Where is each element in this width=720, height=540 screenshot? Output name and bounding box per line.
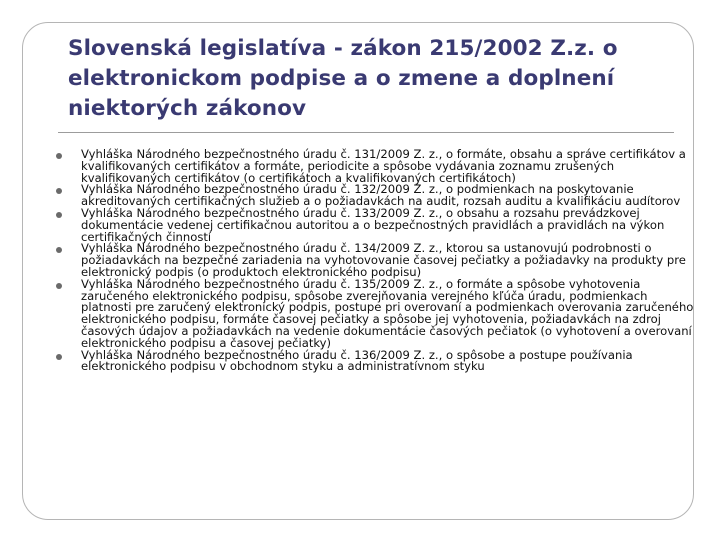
list-item	[54, 276, 694, 350]
bullet-dot-icon	[56, 188, 62, 194]
list-item-text: Vyhláška Národného bezpečnostného úradu č. 135/2009 Z. z., o formáte a spôsobe vyhotovenia zaručeného elektronického podpisu, spôsobe zverejňovania verejného kľúča úradu, podmienkach platnosti pre zaručený elektronický podpis, postupe pri overovaní a podmienkach overovania zaručeného elektronického podpisu, formáte časovej pečiatky a spôsobe jej vyhotovenia, požiadavkách na zdroj časových údajov a požiadavkách na vedenie dokumentácie časových pečiatok (o vyhotovení a overovaní elektronického podpisu a časovej pečiatky)	[81, 276, 694, 350]
list-item-text: Vyhláška Národného bezpečnostného úradu č. 133/2009 Z. z., o obsahu a rozsahu prevádzkovej dokumentácie vedenej certifikačnou autoritou a o bezpečnostných pravidlách a pravidlách na výkon certifikačných činností	[81, 205, 665, 244]
list-item-text: Vyhláška Národného bezpečnostného úradu č. 134/2009 Z. z., ktorou sa ustanovujú podrobnosti o požiadavkách na bezpečné zariadenia na vyhotovovanie časovej pečiatky a požiadavky na produkty pre elektronický podpis (o produktoch elektronického podpisu)	[81, 241, 686, 279]
list-item	[54, 149, 694, 184]
list-item	[54, 243, 694, 278]
bullet-dot-icon	[56, 283, 62, 289]
title-divider	[58, 132, 674, 133]
list-item	[54, 184, 694, 208]
list-item-text: Vyhláška Národného bezpečnostného úradu č. 131/2009 Z. z., o formáte, obsahu a správe certifikátov a kvalifikovaných certifikátov a formáte, periodicite a spôsobe vydávania zoznamu zrušených kvalifikovaných certifikátov (o certifikátoch a kvalifikovaných certifikátoch)	[81, 147, 686, 185]
list-item-text: Vyhláška Národného bezpečnostného úradu č. 136/2009 Z. z., o spôsobe a postupe používania elektronického podpisu v obchodnom styku a administratívnom styku	[81, 347, 633, 374]
list-item-text: Vyhláška Národného bezpečnostného úradu č. 132/2009 Z. z., o podmienkach na poskytovanie akreditovaných certifikačných služieb a o požiadavkách na audit, rozsah auditu a kvalifikáciu audítorov	[81, 182, 681, 209]
bullet-dot-icon	[56, 247, 62, 253]
slide-title: Slovenská legislatíva - zákon 215/2002 Z.z. o elektronickom podpise a o zmene a doplnení niektorých zákonov	[68, 36, 618, 121]
list-item	[54, 205, 694, 244]
list-item	[54, 347, 694, 374]
bullet-dot-icon	[56, 153, 62, 159]
bullet-dot-icon	[56, 354, 62, 360]
bullet-dot-icon	[56, 212, 62, 218]
bullet-list	[54, 149, 694, 373]
